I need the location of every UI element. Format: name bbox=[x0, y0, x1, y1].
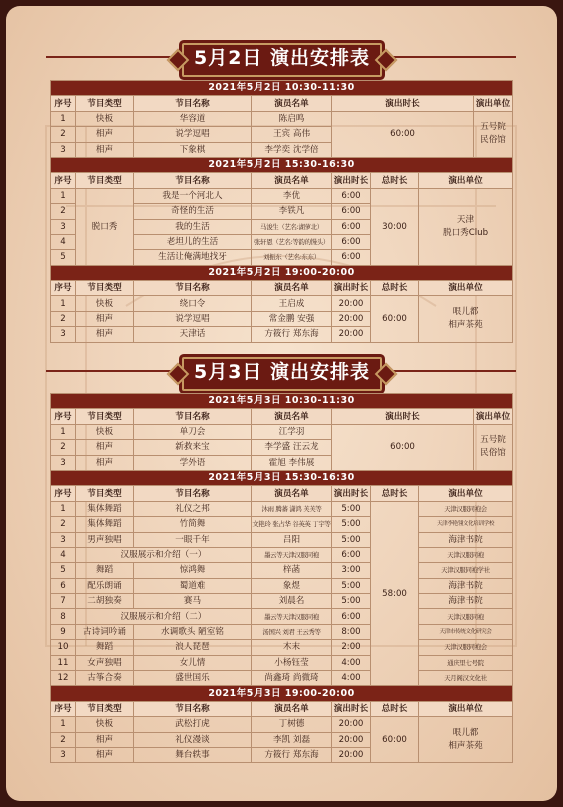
day2-session3-title: 2021年5月3日 19:00-20:00 bbox=[51, 686, 513, 701]
table-row: 12 古筝合奏 盛世国乐 尚鑫琦 尚微琦 4:00 天月阁汉文化社 bbox=[51, 671, 513, 686]
table-row: 1 快板 华容道 陈启鸣 60:00 五号院 民俗馆 bbox=[51, 111, 513, 126]
table-row: 2 集体舞蹈 竹简舞 文艳玲 张占华 谷英英 丁宇等 5:00 天津李艳翎文化培训学校 bbox=[51, 517, 513, 532]
banner-line-right bbox=[386, 370, 516, 372]
day2-schedule-table: 2021年5月3日 10:30-11:30 序号 节目类型 节目名称 演员名单 演出时长 演出单位 1 快板 单刀会 江学羽 60:00 五号院 民俗馆 2 相声 新救来宝 李学盛 汪云龙 3 相声 学外语 霍旭 李伟展 2021年5月3日 15:30-16:30 序号 节目类型 节目名称 演员名单 演出时长 总时长 演出单位 1 集体舞蹈 礼仪之邦 沐雨 腾蕃 潇鸿 芙芙等 5:00 58:00 天津汉服同袍会 2 集体舞蹈 竹简舞 文艳玲 张占华 谷英英 丁宇等 5:00 天津李艳翎文化培训学校 3 男声独唱 一眼千年 吕阳 5:00 海津书院 4 汉服展示和介绍（一） 墨云等天津汉服同袍 6:00 天津汉服同袍 5 舞蹈 惊鸿舞 梓菡 3:00 天津汉服同袍学社 6 配乐朗诵 蜀道难 象煜 5:00 海津书院 7 二胡独奏 赛马 刘晨名 5:00 海津书院 8 汉服展示和介绍（二） 墨云等天津汉服同袍 6:00 天津汉服同袍 9 古诗词吟诵 水调歌头 陋室铭 汤国兴 刘君 王云秀等 8:00 天津市传统文化研究会 10 舞蹈 浪人琵琶 木末 2:00 天津汉服同袍会 11 女声独唱 女儿情 小杨钰莹 4:00 通庆里七号院 12 古筝合奏 盛世国乐 尚鑫琦 尚微琦 4:00 天月阁汉文化社 2021年5月3日 19:00-20:00 序号 节目类型 节目名称 演员名单 演出时长 总时长 演出单位 1 快板 武松打虎 丁树德 20:00 60:00 哏儿都 相声茶苑 2 相声 礼仪漫谈 李凯 刘磊 20:00 3 相声 舞台轶事 方筱行 郑东海 20:00 bbox=[50, 393, 513, 763]
venue: 天津 脱口秀Club bbox=[419, 188, 513, 265]
banner-line-left bbox=[46, 56, 176, 58]
session-total: 30:00 bbox=[371, 188, 419, 265]
table-row: 2 相声 说学逗唱 王宾 高伟 bbox=[51, 127, 513, 142]
table-row: 1 快板 武松打虎 丁树德 20:00 60:00 哏儿都 相声茶苑 bbox=[51, 717, 513, 732]
table-row: 7 二胡独奏 赛马 刘晨名 5:00 海津书院 bbox=[51, 594, 513, 609]
table-row: 1 快板 绕口令 王启成 20:00 60:00 哏儿都 相声茶苑 bbox=[51, 296, 513, 311]
header-cast: 演员名单 bbox=[252, 96, 332, 111]
session-duration: 60:00 bbox=[332, 111, 474, 157]
day2-session1-title: 2021年5月3日 10:30-11:30 bbox=[51, 394, 513, 409]
venue: 五号院 民俗馆 bbox=[474, 111, 513, 157]
table-row: 4 汉服展示和介绍（一） 墨云等天津汉服同袍 6:00 天津汉服同袍 bbox=[51, 547, 513, 562]
header-program: 节目名称 bbox=[134, 96, 252, 111]
table-row: 10 舞蹈 浪人琵琶 木末 2:00 天津汉服同袍会 bbox=[51, 640, 513, 655]
day1-session1-title: 2021年5月2日 10:30-11:30 bbox=[51, 81, 513, 96]
table-row: 3 相声 下象棋 李学奕 沈学倍 bbox=[51, 142, 513, 157]
table-row: 2 奇怪的生活 李铁凡 6:00 bbox=[51, 204, 513, 219]
table-row: 3 相声 学外语 霍旭 李伟展 bbox=[51, 455, 513, 470]
session-type: 脱口秀 bbox=[76, 188, 134, 265]
session-total: 60:00 bbox=[371, 296, 419, 342]
table-row: 5 生活让俺满地找牙 刘振东（艺名:东东） 6:00 bbox=[51, 250, 513, 265]
session-total: 60:00 bbox=[371, 717, 419, 763]
table-row: 4 老坦儿的生活 张轩恩（艺名:等韵的馒头） 6:00 bbox=[51, 234, 513, 249]
table-row: 9 古诗词吟诵 水调歌头 陋室铭 汤国兴 刘君 王云秀等 8:00 天津市传统文化研究会 bbox=[51, 624, 513, 639]
table-row: 2 相声 礼仪漫谈 李凯 刘磊 20:00 bbox=[51, 732, 513, 747]
venue: 五号院 民俗馆 bbox=[474, 424, 513, 470]
day1-session3-title: 2021年5月2日 19:00-20:00 bbox=[51, 265, 513, 280]
header-type: 节目类型 bbox=[76, 96, 134, 111]
table-row: 1 集体舞蹈 礼仪之邦 沐雨 腾蕃 潇鸿 芙芙等 5:00 58:00 天津汉服同袍会 bbox=[51, 501, 513, 516]
banner-line-right bbox=[386, 56, 516, 58]
table-row: 11 女声独唱 女儿情 小杨钰莹 4:00 通庆里七号院 bbox=[51, 655, 513, 670]
day1-title-banner: 5月2日 演出安排表 bbox=[182, 43, 382, 77]
venue: 哏儿都 相声茶苑 bbox=[419, 296, 513, 342]
session-duration: 60:00 bbox=[332, 424, 474, 470]
table-row: 3 相声 天津话 方筱行 郑东海 20:00 bbox=[51, 327, 513, 342]
venue: 哏儿都 相声茶苑 bbox=[419, 717, 513, 763]
day2-session2-title: 2021年5月3日 15:30-16:30 bbox=[51, 470, 513, 485]
day2-title-banner: 5月3日 演出安排表 bbox=[182, 357, 382, 391]
day1-session2-title: 2021年5月2日 15:30-16:30 bbox=[51, 157, 513, 172]
day1-schedule-table: 2021年5月2日 10:30-11:30 序号 节目类型 节目名称 演员名单 演出时长 演出单位 1 快板 华容道 陈启鸣 60:00 五号院 民俗馆 2 相声 说学逗唱 王宾 高伟 3 相声 下象棋 李学奕 沈学倍 2021年5月2日 15:30-16:30 序号 节目类型 节目名称 演员名单 演出时长 总时长 演出单位 1 脱口秀 我是一个河北人 李优 6:00 30:00 天津 脱口秀Club 2 奇怪的生活 李铁凡 6:00 3 我的生活 马浚生（艺名:湖萝北） 6:00 4 老坦儿的生活 张轩恩（艺名:等韵的馒头） 6:00 5 生活让俺满地找牙 刘振东（艺名:东东） 6:00 2021年5月2日 19:00-20:00 序号 节目类型 节目名称 演员名单 演出时长 总时长 演出单位 1 快板 绕口令 王启成 20:00 60:00 哏儿都 相声茶苑 2 相声 说学逗唱 常金鹏 安强 20:00 3 相声 天津话 方筱行 郑东海 20:00 bbox=[50, 80, 513, 343]
table-row: 1 脱口秀 我是一个河北人 李优 6:00 30:00 天津 脱口秀Club bbox=[51, 188, 513, 203]
table-row: 2 相声 说学逗唱 常金鹏 安强 20:00 bbox=[51, 311, 513, 326]
header-index: 序号 bbox=[51, 96, 76, 111]
header-duration: 演出时长 bbox=[332, 96, 474, 111]
table-row: 6 配乐朗诵 蜀道难 象煜 5:00 海津书院 bbox=[51, 578, 513, 593]
table-row: 2 相声 新救来宝 李学盛 汪云龙 bbox=[51, 440, 513, 455]
header-venue: 演出单位 bbox=[474, 96, 513, 111]
table-row: 1 快板 单刀会 江学羽 60:00 五号院 民俗馆 bbox=[51, 424, 513, 439]
session-total: 58:00 bbox=[371, 501, 419, 686]
table-row: 3 男声独唱 一眼千年 吕阳 5:00 海津书院 bbox=[51, 532, 513, 547]
table-row: 5 舞蹈 惊鸿舞 梓菡 3:00 天津汉服同袍学社 bbox=[51, 563, 513, 578]
table-row: 3 我的生活 马浚生（艺名:湖萝北） 6:00 bbox=[51, 219, 513, 234]
table-row: 3 相声 舞台轶事 方筱行 郑东海 20:00 bbox=[51, 747, 513, 762]
banner-line-left bbox=[46, 370, 176, 372]
table-row: 8 汉服展示和介绍（二） 墨云等天津汉服同袍 6:00 天津汉服同袍 bbox=[51, 609, 513, 624]
